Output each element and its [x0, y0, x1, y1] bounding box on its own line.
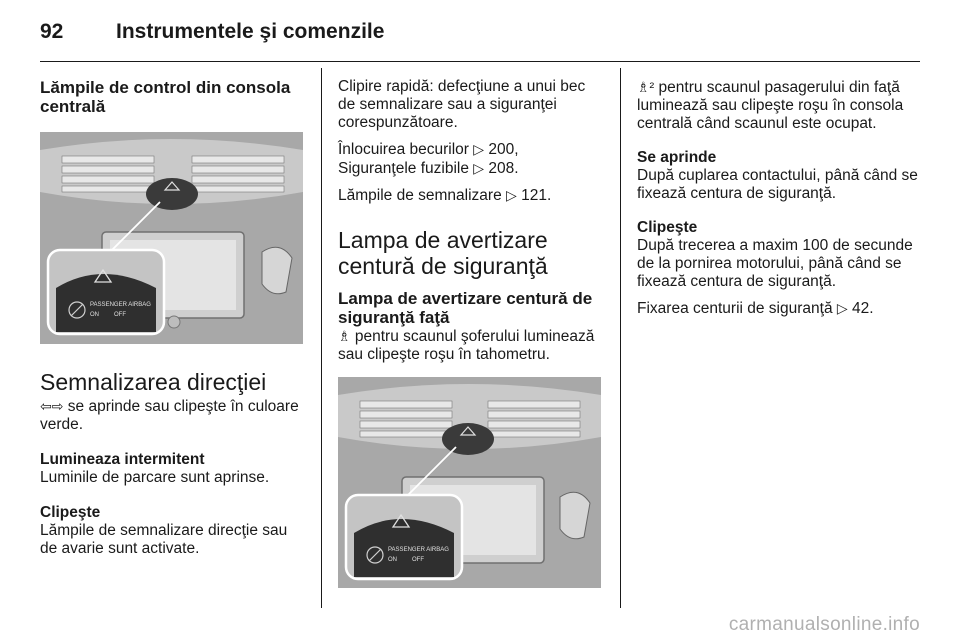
seatbelt-icon: ♗² [637, 79, 655, 95]
section-heading-control-lamps: Lămpile de control din consola centrală [40, 78, 291, 116]
reference-arrow-icon: ▷ [473, 160, 485, 176]
fastening-ref-label: Fixarea centurii de siguranţă [637, 300, 833, 317]
subheading-flashing: Clipeşte [40, 504, 101, 521]
section-title-seatbelt-warning: Lampa de avertizare centură de siguranţă [338, 227, 548, 279]
fig-label-airbag: PASSENGER AIRBAG [90, 302, 151, 308]
section-title-turn-signal: Semnalizarea direcţiei [40, 369, 267, 395]
page-title: Instrumentele şi comenzile [116, 20, 385, 43]
bulb-fuse-references [338, 140, 604, 178]
page-header [40, 20, 384, 44]
lights-up-text: După cuplarea contactului, până când se fixează centura de siguranţă. [637, 167, 918, 202]
rapid-flash-text: Clipire rapidă: defecţiune a unui bec de semnalizare sau a siguranţei corespunzătoare. [338, 78, 586, 131]
reference-arrow-icon: ▷ [473, 141, 485, 157]
reference-arrow-icon: ▷ [506, 187, 517, 203]
page-number: 92 [40, 20, 64, 43]
fastening-seatbelt-reference [637, 299, 920, 318]
fig-label-off: OFF [412, 557, 424, 563]
console-illustration-2 [338, 377, 601, 588]
watermark: carmanualsonline.info [728, 614, 920, 635]
bulb-replacement-page[interactable]: 200, [488, 141, 519, 158]
signal-lamps-ref-label: Lămpile de semnalizare [338, 187, 502, 204]
column-divider-2 [620, 68, 621, 608]
fig-label-off: OFF [114, 312, 126, 318]
column-divider-1 [321, 68, 322, 608]
fuses-page[interactable]: 208. [488, 160, 519, 177]
fig-label-on: ON [90, 312, 99, 318]
console-illustration-svg [40, 132, 303, 344]
driver-seatbelt-text [338, 327, 604, 364]
fig-label-airbag: PASSENGER AIRBAG [388, 547, 449, 553]
fuses-ref-label: Siguranţele fuzibile [338, 160, 469, 177]
bulb-replacement-ref-label: Înlocuirea becurilor [338, 141, 469, 158]
driver-seatbelt-description: pentru scaunul şoferului luminează sau clipeşte roşu în tahometru. [338, 328, 595, 363]
turn-signal-icon: ⇦⇨ [40, 398, 64, 414]
subheading-lights-up: Se aprinde [637, 149, 717, 166]
passenger-seatbelt-description: pentru scaunul pasagerului din faţă luminează sau clipeşte roşu în consola centrală când scaunul este ocupat. [637, 79, 904, 132]
fastening-page[interactable]: 42. [851, 300, 874, 317]
reference-arrow-icon: ▷ [836, 300, 848, 316]
column-1 [40, 78, 306, 558]
signal-lamps-reference [338, 186, 604, 205]
column-2 [338, 78, 604, 588]
console-illustration-svg-2 [338, 377, 601, 588]
subheading-steady: Lumineaza intermitent [40, 451, 205, 468]
subheading-flashing-seatbelt: Clipeşte [637, 219, 698, 236]
flashing-text: Lămpile de semnalizare direcţie sau de avarie sunt activate. [40, 522, 288, 557]
turn-signal-text [40, 397, 306, 434]
flashing-seatbelt-text: După trecerea a maxim 100 de secunde de la pornirea motorului, până când se fixează centura de siguranţă. [637, 237, 913, 290]
signal-lamps-page[interactable]: 121. [521, 187, 552, 204]
column-3 [637, 78, 920, 318]
steady-text: Luminile de parcare sunt aprinse. [40, 469, 270, 486]
subheading-front-seatbelt: Lampa de avertizare centură de siguranţă faţă [338, 289, 593, 327]
console-illustration-1 [40, 132, 303, 344]
passenger-seatbelt-text [637, 78, 920, 133]
fig-label-on: ON [388, 557, 397, 563]
turn-signal-description: se aprinde sau clipeşte în culoare verde. [40, 398, 299, 433]
header-rule [40, 61, 920, 62]
seatbelt-icon: ♗ [338, 328, 351, 344]
